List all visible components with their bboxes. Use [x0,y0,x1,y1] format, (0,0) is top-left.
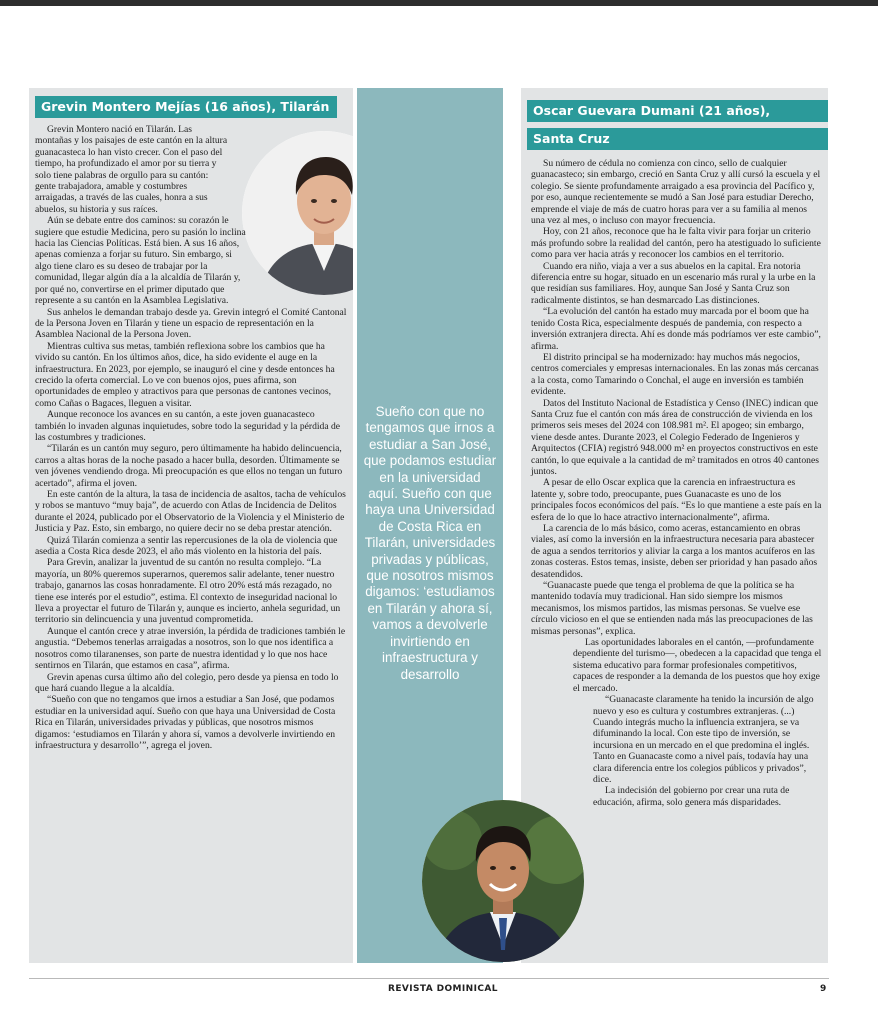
profile-heading-oscar-line1: Oscar Guevara Dumani (21 años), [527,100,828,122]
paragraph: Hoy, con 21 años, reconoce que ha le falta vivir para forjar un criterio más profundo sobre la realidad del cantón, pero ha atestiguado lo suficiente como para ver hacia atrás y reconocer los cambios en el territorio. [531,226,821,261]
profile-column-grevin [29,88,353,963]
paragraph: Para Grevin, analizar la juventud de su cantón no resulta complejo. “La mayoría, un 80% queremos superarnos, queremos salir adelante, tener nuestro trabajo, ganarnos las cosas honradamente. El otro 20% está más rezagado, no tiene ese interés por el estudio”, estima. El contexto de inseguridad nacional lo lleva a proyectar el futuro de Tilarán y, aunque es incierto, anhela seguridad, un territorio sin delincuencia y una juventud comprometida. [35,557,341,626]
paragraph: Sus anhelos le demandan trabajo desde ya. Grevin integró el Comité Cantonal de la Persona Joven en Tilarán y tiene un espacio de representación en la Asamblea Nacional de la Persona Joven. [35,306,347,341]
paragraph: Quizá Tilarán comienza a sentir las repercusiones de la ola de violencia que asedia a Costa Rica desde 2023, el año más violento en la historia del país. [35,534,338,558]
pull-quote: Sueño con que no tengamos que irnos a estudiar a San José, que podamos estudiar en la universidad aquí. Sueño con que haya una Universidad de Costa Rica en Tilarán, universidades privadas y públicas, que nosotros mismos digamos: ‘estudiamos en Tilarán y ahora sí, vamos a devolverle invirtiendo en infraestructura y desarrollo [363,404,497,682]
footer-publication: REVISTA DOMINICAL [388,984,498,994]
paragraph: “Sueño con que no tengamos que irnos a estudiar a San José, que podamos estudiar en la universidad aquí. Sueño con que haya una Universidad de Costa Rica en Tilarán, universidades privadas y públicas, que nosotros mismos digamos: ‘estudiamos en Tilarán y ahora sí, vamos a devolverle invirtiendo en infraestructura y desarrollo’”, agrega el joven. [35,694,336,751]
paragraph: “La evolución del cantón ha estado muy marcada por el boom que ha tenido Costa Rica, especialmente después de pandemia, con respecto a inversión extranjera directa. Ahí es donde más podríamos ver este cambio”, afirma. [531,306,821,352]
paragraph: Aunque reconoce los avances en su cantón, a este joven guanacasteco también lo invaden algunas inquietudes, sobre todo la seguridad y la pérdida de las costumbres y tradiciones. [35,409,341,443]
paragraph: “Guanacaste claramente ha tenido la incursión de algo nuevo y eso es cultura y costumbres extranjeras. (...) Cuando integrás mucho la influencia extranjera, se va difuminando la local. Con este tipo de inversión, se incursiona en un mercado en el que predomina el inglés. Tanto en Guanacaste como a nivel país, todavía hay una clara diferencia entre los colegios públicos y privados”, dice. [593,694,814,785]
paragraph: Las oportunidades laborales en el cantón, —profundamente dependiente del turismo—, obedecen a la capacidad que tenga el sistema educativo para formar profesionales competitivos, capaces de responder a la demanda de los puestos que hoy exige el mercado. [573,637,822,694]
paragraph: Aún se debate entre dos caminos: su corazón le sugiere que estudie Medicina, pero su pasión lo inclina hacia las Ciencias Políticas. Está bien. A sus 16 años, apenas comienza a forjar su futuro. Sin embargo, si algo tiene claro es su deseo de trabajar por la comunidad, llegar algún día a la alcaldía de Tilarán y, por qué no, convertirse en el primer diputado que represente a su cantón en la Asamblea Legislativa. [35,215,246,307]
paragraph: Aunque el cantón crece y atrae inversión, la pérdida de tradiciones también le angustia. “Debemos tenerlas arraigadas a nosotros, son lo que nos identifica a nosotros como tilaranenses, son parte de nuestra identidad y lo que nos hace sentirnos en Tilarán, que estamos en casa”, afirma. [35,625,346,672]
paragraph: “Tilarán es un cantón muy seguro, pero últimamente ha habido delincuencia, carros a altas horas de la noche pasado a hacer bulla, desorden. Últimamente se ven jóvenes vendiendo droga. Mi preocupación es que ellos no tengan un futuro acertado”, afirma el joven. [35,443,343,489]
paragraph: A pesar de ello Oscar explica que la carencia en infraestructura es latente y, sobre todo, preocupante, pues Guanacaste es uno de los principales focos económicos del país. “Es lo que mantiene a este país en la esfera de lo que lo hace atractivo internacionalmente”, afirma. [531,477,822,523]
paragraph: En este cantón de la altura, la tasa de incidencia de asaltos, tacha de vehículos y robos se mantuvo “muy baja”, de acuerdo con Atlas de Incidencia de Delitos durante el 2024, publicado por el Observatorio de la Violencia y el Ministerio de Justicia y Paz. Esto, sin embargo, no quiere decir no se deba prestar atención. [35,489,346,535]
paragraph: Su número de cédula no comienza con cinco, sello de cualquier guanacasteco; sin embargo, creció en Santa Cruz y allí cursó la escuela y el colegio. Se siente profundamente arraigado a esa provincia del Pacífico y, por eso, aunque recientemente se mudó a San José para estudiar Derecho, emprende el viaje de más de cuatro horas para ver a su familia al menos una vez al mes, o incluso con mayor frecuencia. [531,158,821,227]
paragraph: Cuando era niño, viaja a ver a sus abuelos en la capital. Era notoria diferencia entre su hogar, situado en un escenario más rural y la urbe en la que residían sus familiares. Hoy, aunque San José y Santa Cruz son radicalmente distintos, se han desmarcado Las distinciones. [531,260,816,306]
paragraph: El distrito principal se ha modernizado: hay muchos más negocios, centros comerciales y empresas internacionales. En las zonas más cercanas a la costa, como Tamarindo o Conchal, el auge en inversión es también evidente. [531,351,819,398]
paragraph: Mientras cultiva sus metas, también reflexiona sobre los cambios que ha vivido su cantón. En los últimos años, dice, ha sido evidente el auge en la infraestructura. En 2023, por ejemplo, se inauguró el cine y desde entonces ha crecido la oferta comercial. Lo ve con buenos ojos, pues afirma, son oportunidades de empleo y atractivos para que personas de cantones vecinos, como Cañas o Bagaces, lleguen a visitar. [35,340,335,409]
paragraph: Grevin Montero nació en Tilarán. Las montañas y los paisajes de este cantón en la altura guanacasteca lo han visto crecer. Con el paso del tiempo, ha profundizado el amor por su tierra y solo tiene palabras de orgullo para su cantón: gente trabajadora, amable y costumbres arraigadas, a través de las cuales, honra a sus abuelos, su historia y sus raíces. [35,124,228,215]
paragraph: Datos del Instituto Nacional de Estadística y Censo (INEC) indican que Santa Cruz fue el cantón con más área de construcción de vivienda en los primeros seis meses del 2024 con 108.981 m². El apogeo; sin embargo, viene desde antes. Durante 2023, el Colegio Federado de Ingenieros y Arquitectos (CFIA) registró 948.000 m² en proyectos constructivos en este cantón, lo que equivale a la cantidad de m² tramitados en otros 40 cantones juntos. [531,397,819,477]
portrait-oscar [422,800,584,962]
top-bar [0,0,878,6]
profile-body-grevin [35,124,347,751]
paragraph: La indecisión del gobierno por crear una ruta de educación, afirma, solo genera más disparidades. [593,785,790,808]
profile-heading-oscar-line2: Santa Cruz [527,128,828,150]
profile-body-oscar [531,158,823,808]
paragraph: Grevin apenas cursa último año del colegio, pero desde ya piensa en todo lo que hará cuando llegue a la alcaldía. [35,671,339,694]
footer-page-number: 9 [820,984,827,994]
profile-heading-grevin: Grevin Montero Mejías (16 años), Tilarán [35,96,337,118]
paragraph: La carencia de lo más básico, como aceras, estancamiento en obras viales, así como la inversión en la infraestructura necesaria para abastecer de agua a sendos territorios y aliviar la carga a los mantos acuíferos en las zonas costeras. Estos temas, insiste, deben ser prioridad y han pasado años desatendidos. [531,523,818,580]
paragraph: “Guanacaste puede que tenga el problema de que la política se ha mantenido todavía muy tradicional. Han sido siempre los mismos mecanismos, los mismos partidos, las mismas personas. Se vuelve ese círculo vicioso en el que se entienden nada más las preocupaciones de las mismas personas”, explica. [531,580,813,637]
footer-rule [29,978,829,979]
